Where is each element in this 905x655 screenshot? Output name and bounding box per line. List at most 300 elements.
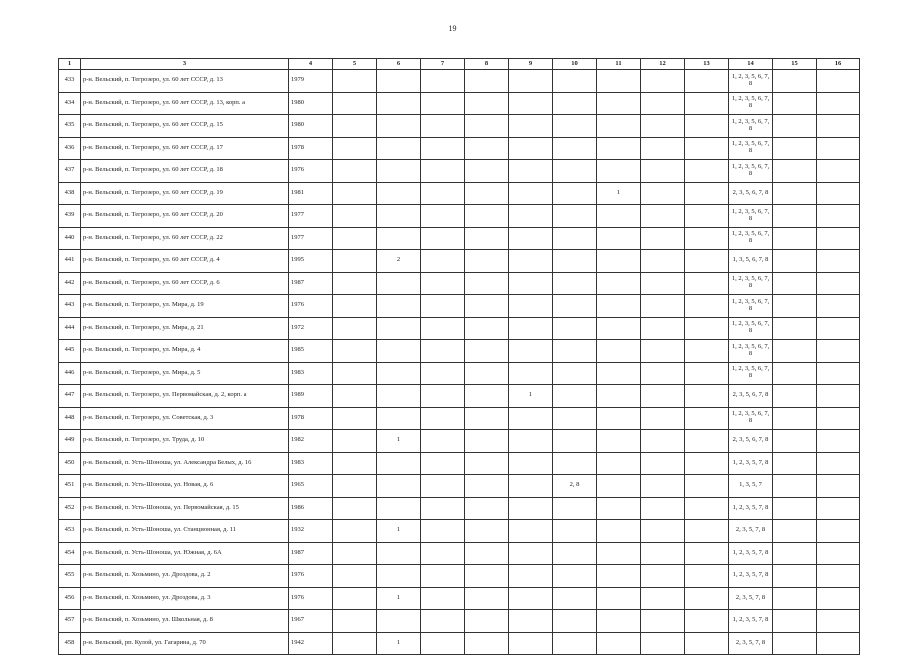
- col-14-cell: 1, 2, 3, 5, 7, 8: [729, 565, 773, 588]
- year-cell: 1972: [289, 317, 333, 340]
- col-9-cell: [509, 272, 553, 295]
- year-cell: 1977: [289, 205, 333, 228]
- col-15-cell: [773, 520, 817, 543]
- col-10-cell: [553, 587, 597, 610]
- year-cell: 1995: [289, 250, 333, 273]
- col-11-cell: [597, 295, 641, 318]
- col-15-cell: [773, 160, 817, 183]
- col-13-cell: [685, 430, 729, 453]
- col-10-cell: [553, 407, 597, 430]
- col-5-cell: [333, 70, 377, 93]
- col-15-cell: [773, 362, 817, 385]
- col-5-cell: [333, 115, 377, 138]
- col-15-cell: [773, 452, 817, 475]
- col-14-cell: 2, 3, 5, 7, 8: [729, 632, 773, 655]
- col-14-cell: 1, 2, 3, 5, 6, 7, 8: [729, 160, 773, 183]
- col-16-cell: [817, 362, 860, 385]
- col-14-cell: 1, 3, 5, 7: [729, 475, 773, 498]
- col-11-cell: [597, 497, 641, 520]
- table-row: [59, 250, 860, 273]
- col-6-cell: [377, 317, 421, 340]
- col-12-cell: [641, 587, 685, 610]
- col-7-cell: [421, 407, 465, 430]
- row-number: 444: [59, 317, 81, 340]
- table-row: [59, 497, 860, 520]
- col-15-cell: [773, 385, 817, 408]
- address-cell: р-н. Вельский, п. Тегрозеро, ул. 60 лет СССР, д. 4: [81, 250, 289, 273]
- col-12-cell: [641, 70, 685, 93]
- address-cell: р-н. Вельский, п. Усть-Шоноша, ул. Первомайская, д. 15: [81, 497, 289, 520]
- col-11-cell: [597, 520, 641, 543]
- col-11-cell: [597, 385, 641, 408]
- col-8-cell: [465, 160, 509, 183]
- address-cell: р-н. Вельский, п. Усть-Шоноша, ул. Станционная, д. 11: [81, 520, 289, 543]
- col-10-cell: [553, 182, 597, 205]
- col-12-cell: [641, 632, 685, 655]
- col-7-cell: [421, 92, 465, 115]
- col-6-cell: 1: [377, 587, 421, 610]
- col-6-cell: [377, 92, 421, 115]
- row-number: 435: [59, 115, 81, 138]
- col-14-cell: 1, 2, 3, 5, 6, 7, 8: [729, 205, 773, 228]
- row-number: 439: [59, 205, 81, 228]
- year-cell: 1976: [289, 295, 333, 318]
- col-9-cell: [509, 160, 553, 183]
- col-5-cell: [333, 317, 377, 340]
- col-6-cell: [377, 542, 421, 565]
- col-9-cell: [509, 497, 553, 520]
- col-6-cell: [377, 475, 421, 498]
- col-8-cell: [465, 385, 509, 408]
- col-5-cell: [333, 520, 377, 543]
- column-header: 1: [59, 59, 81, 70]
- col-15-cell: [773, 407, 817, 430]
- address-cell: р-н. Вельский, п. Тегрозеро, ул. Труда, д. 10: [81, 430, 289, 453]
- row-number: 450: [59, 452, 81, 475]
- col-11-cell: [597, 205, 641, 228]
- col-13-cell: [685, 227, 729, 250]
- col-13-cell: [685, 407, 729, 430]
- row-number: 447: [59, 385, 81, 408]
- col-15-cell: [773, 565, 817, 588]
- col-16-cell: [817, 295, 860, 318]
- address-cell: р-н. Вельский, п. Тегрозеро, ул. Мира, д. 19: [81, 295, 289, 318]
- table-row: [59, 182, 860, 205]
- col-11-cell: [597, 272, 641, 295]
- col-12-cell: [641, 205, 685, 228]
- table-row: [59, 520, 860, 543]
- col-12-cell: [641, 475, 685, 498]
- col-15-cell: [773, 610, 817, 633]
- row-number: 442: [59, 272, 81, 295]
- row-number: 437: [59, 160, 81, 183]
- col-9-cell: 1: [509, 385, 553, 408]
- col-10-cell: [553, 92, 597, 115]
- col-13-cell: [685, 317, 729, 340]
- col-11-cell: [597, 92, 641, 115]
- row-number: 440: [59, 227, 81, 250]
- col-12-cell: [641, 520, 685, 543]
- row-number: 434: [59, 92, 81, 115]
- col-6-cell: [377, 497, 421, 520]
- col-6-cell: [377, 295, 421, 318]
- table-row: [59, 70, 860, 93]
- row-number: 443: [59, 295, 81, 318]
- col-6-cell: 1: [377, 430, 421, 453]
- col-7-cell: [421, 340, 465, 363]
- column-header: 10: [553, 59, 597, 70]
- col-12-cell: [641, 160, 685, 183]
- col-9-cell: [509, 227, 553, 250]
- col-15-cell: [773, 250, 817, 273]
- col-14-cell: 2, 3, 5, 7, 8: [729, 587, 773, 610]
- col-14-cell: 2, 3, 5, 6, 7, 8: [729, 385, 773, 408]
- address-cell: р-н. Вельский, п. Тегрозеро, ул. Первомайская, д. 2, корп. а: [81, 385, 289, 408]
- address-cell: р-н. Вельский, п. Хозьмино, ул. Дроздова, д. 3: [81, 587, 289, 610]
- col-8-cell: [465, 587, 509, 610]
- year-cell: 1983: [289, 362, 333, 385]
- col-5-cell: [333, 475, 377, 498]
- column-header: 12: [641, 59, 685, 70]
- col-15-cell: [773, 227, 817, 250]
- col-8-cell: [465, 137, 509, 160]
- table-row: [59, 475, 860, 498]
- column-header: 3: [81, 59, 289, 70]
- col-14-cell: 2, 3, 5, 6, 7, 8: [729, 430, 773, 453]
- address-cell: р-н. Вельский, п. Тегрозеро, ул. Мира, д. 4: [81, 340, 289, 363]
- col-8-cell: [465, 430, 509, 453]
- col-10-cell: [553, 565, 597, 588]
- col-7-cell: [421, 542, 465, 565]
- col-16-cell: [817, 475, 860, 498]
- col-16-cell: [817, 317, 860, 340]
- col-12-cell: [641, 182, 685, 205]
- col-7-cell: [421, 587, 465, 610]
- row-number: 438: [59, 182, 81, 205]
- col-8-cell: [465, 340, 509, 363]
- col-8-cell: [465, 92, 509, 115]
- table-row: [59, 452, 860, 475]
- col-11-cell: [597, 227, 641, 250]
- col-13-cell: [685, 92, 729, 115]
- col-7-cell: [421, 610, 465, 633]
- row-number: 454: [59, 542, 81, 565]
- header-row: [59, 59, 860, 70]
- col-9-cell: [509, 362, 553, 385]
- col-5-cell: [333, 272, 377, 295]
- col-8-cell: [465, 452, 509, 475]
- col-16-cell: [817, 272, 860, 295]
- col-9-cell: [509, 520, 553, 543]
- row-number: 448: [59, 407, 81, 430]
- column-header: 11: [597, 59, 641, 70]
- col-12-cell: [641, 497, 685, 520]
- col-9-cell: [509, 587, 553, 610]
- col-5-cell: [333, 362, 377, 385]
- col-14-cell: 1, 2, 3, 5, 6, 7, 8: [729, 272, 773, 295]
- col-9-cell: [509, 340, 553, 363]
- col-5-cell: [333, 92, 377, 115]
- column-header: 13: [685, 59, 729, 70]
- col-6-cell: [377, 160, 421, 183]
- col-5-cell: [333, 205, 377, 228]
- col-9-cell: [509, 295, 553, 318]
- col-8-cell: [465, 250, 509, 273]
- year-cell: 1983: [289, 452, 333, 475]
- col-11-cell: 1: [597, 182, 641, 205]
- col-5-cell: [333, 137, 377, 160]
- col-7-cell: [421, 205, 465, 228]
- row-number: 451: [59, 475, 81, 498]
- col-5-cell: [333, 227, 377, 250]
- col-9-cell: [509, 452, 553, 475]
- col-11-cell: [597, 137, 641, 160]
- col-15-cell: [773, 317, 817, 340]
- col-10-cell: [553, 520, 597, 543]
- col-13-cell: [685, 452, 729, 475]
- col-7-cell: [421, 115, 465, 138]
- col-7-cell: [421, 385, 465, 408]
- col-12-cell: [641, 385, 685, 408]
- col-11-cell: [597, 452, 641, 475]
- column-header: 7: [421, 59, 465, 70]
- col-7-cell: [421, 272, 465, 295]
- col-15-cell: [773, 497, 817, 520]
- col-12-cell: [641, 340, 685, 363]
- table-row: [59, 610, 860, 633]
- col-16-cell: [817, 430, 860, 453]
- col-10-cell: [553, 160, 597, 183]
- table-row: [59, 430, 860, 453]
- col-15-cell: [773, 542, 817, 565]
- col-6-cell: [377, 205, 421, 228]
- col-7-cell: [421, 430, 465, 453]
- col-16-cell: [817, 452, 860, 475]
- col-16-cell: [817, 250, 860, 273]
- col-16-cell: [817, 92, 860, 115]
- col-9-cell: [509, 430, 553, 453]
- col-8-cell: [465, 115, 509, 138]
- year-cell: 1979: [289, 70, 333, 93]
- col-7-cell: [421, 227, 465, 250]
- year-cell: 1942: [289, 632, 333, 655]
- col-11-cell: [597, 430, 641, 453]
- col-6-cell: 1: [377, 520, 421, 543]
- year-cell: 1989: [289, 385, 333, 408]
- col-7-cell: [421, 520, 465, 543]
- col-13-cell: [685, 385, 729, 408]
- col-5-cell: [333, 160, 377, 183]
- col-14-cell: 1, 2, 3, 5, 6, 7, 8: [729, 295, 773, 318]
- address-cell: р-н. Вельский, п. Тегрозеро, ул. 60 лет СССР, д. 13, корп. а: [81, 92, 289, 115]
- col-7-cell: [421, 362, 465, 385]
- column-header: 6: [377, 59, 421, 70]
- year-cell: 1978: [289, 407, 333, 430]
- col-11-cell: [597, 317, 641, 340]
- col-6-cell: [377, 137, 421, 160]
- col-11-cell: [597, 115, 641, 138]
- col-9-cell: [509, 407, 553, 430]
- col-10-cell: 2, 8: [553, 475, 597, 498]
- col-7-cell: [421, 295, 465, 318]
- table-row: [59, 160, 860, 183]
- col-16-cell: [817, 542, 860, 565]
- col-16-cell: [817, 497, 860, 520]
- page-number: 19: [448, 24, 457, 33]
- column-header: 16: [817, 59, 860, 70]
- col-13-cell: [685, 475, 729, 498]
- table-row: [59, 407, 860, 430]
- col-8-cell: [465, 317, 509, 340]
- col-6-cell: [377, 227, 421, 250]
- row-number: 458: [59, 632, 81, 655]
- row-number: 433: [59, 70, 81, 93]
- address-cell: р-н. Вельский, п. Тегрозеро, ул. 60 лет СССР, д. 13: [81, 70, 289, 93]
- year-cell: 1978: [289, 137, 333, 160]
- address-cell: р-н. Вельский, п. Тегрозеро, ул. Мира, д. 21: [81, 317, 289, 340]
- col-10-cell: [553, 542, 597, 565]
- row-number: 445: [59, 340, 81, 363]
- table-row: [59, 205, 860, 228]
- data-table: [58, 58, 860, 655]
- col-6-cell: [377, 452, 421, 475]
- col-6-cell: [377, 565, 421, 588]
- col-15-cell: [773, 182, 817, 205]
- col-13-cell: [685, 137, 729, 160]
- col-9-cell: [509, 632, 553, 655]
- col-13-cell: [685, 497, 729, 520]
- address-cell: р-н. Вельский, рп. Кулой, ул. Гагарина, д. 70: [81, 632, 289, 655]
- col-12-cell: [641, 452, 685, 475]
- col-16-cell: [817, 205, 860, 228]
- address-cell: р-н. Вельский, п. Тегрозеро, ул. Советская, д. 3: [81, 407, 289, 430]
- year-cell: 1985: [289, 340, 333, 363]
- year-cell: 1987: [289, 272, 333, 295]
- col-11-cell: [597, 587, 641, 610]
- address-cell: р-н. Вельский, п. Тегрозеро, ул. 60 лет СССР, д. 20: [81, 205, 289, 228]
- col-5-cell: [333, 587, 377, 610]
- col-12-cell: [641, 272, 685, 295]
- col-9-cell: [509, 250, 553, 273]
- col-12-cell: [641, 250, 685, 273]
- col-7-cell: [421, 497, 465, 520]
- year-cell: 1976: [289, 587, 333, 610]
- year-cell: 1980: [289, 115, 333, 138]
- col-12-cell: [641, 610, 685, 633]
- col-6-cell: 2: [377, 250, 421, 273]
- col-5-cell: [333, 632, 377, 655]
- address-cell: р-н. Вельский, п. Тегрозеро, ул. 60 лет СССР, д. 15: [81, 115, 289, 138]
- year-cell: 1980: [289, 92, 333, 115]
- col-14-cell: 1, 2, 3, 5, 6, 7, 8: [729, 227, 773, 250]
- col-8-cell: [465, 362, 509, 385]
- col-16-cell: [817, 160, 860, 183]
- col-13-cell: [685, 160, 729, 183]
- table-row: [59, 632, 860, 655]
- column-header: 4: [289, 59, 333, 70]
- col-10-cell: [553, 272, 597, 295]
- address-cell: р-н. Вельский, п. Хозьмино, ул. Дроздова, д. 2: [81, 565, 289, 588]
- column-header: 14: [729, 59, 773, 70]
- col-6-cell: [377, 340, 421, 363]
- col-11-cell: [597, 475, 641, 498]
- col-13-cell: [685, 362, 729, 385]
- col-12-cell: [641, 137, 685, 160]
- col-13-cell: [685, 565, 729, 588]
- row-number: 441: [59, 250, 81, 273]
- col-15-cell: [773, 475, 817, 498]
- col-16-cell: [817, 610, 860, 633]
- col-16-cell: [817, 340, 860, 363]
- col-5-cell: [333, 340, 377, 363]
- col-16-cell: [817, 407, 860, 430]
- col-11-cell: [597, 160, 641, 183]
- address-cell: р-н. Вельский, п. Тегрозеро, ул. 60 лет СССР, д. 19: [81, 182, 289, 205]
- year-cell: 1932: [289, 520, 333, 543]
- col-15-cell: [773, 632, 817, 655]
- col-9-cell: [509, 115, 553, 138]
- col-14-cell: 1, 2, 3, 5, 7, 8: [729, 452, 773, 475]
- col-5-cell: [333, 407, 377, 430]
- col-8-cell: [465, 475, 509, 498]
- col-11-cell: [597, 610, 641, 633]
- year-cell: 1986: [289, 497, 333, 520]
- col-15-cell: [773, 115, 817, 138]
- col-8-cell: [465, 182, 509, 205]
- col-13-cell: [685, 587, 729, 610]
- col-15-cell: [773, 295, 817, 318]
- col-11-cell: [597, 362, 641, 385]
- col-13-cell: [685, 295, 729, 318]
- col-6-cell: 1: [377, 632, 421, 655]
- col-13-cell: [685, 610, 729, 633]
- address-cell: р-н. Вельский, п. Тегрозеро, ул. 60 лет СССР, д. 17: [81, 137, 289, 160]
- col-6-cell: [377, 407, 421, 430]
- table-row: [59, 385, 860, 408]
- col-11-cell: [597, 407, 641, 430]
- col-7-cell: [421, 182, 465, 205]
- col-5-cell: [333, 565, 377, 588]
- col-14-cell: 2, 3, 5, 7, 8: [729, 520, 773, 543]
- col-9-cell: [509, 610, 553, 633]
- year-cell: 1977: [289, 227, 333, 250]
- col-12-cell: [641, 362, 685, 385]
- col-14-cell: 1, 2, 3, 5, 6, 7, 8: [729, 317, 773, 340]
- col-14-cell: 1, 2, 3, 5, 7, 8: [729, 497, 773, 520]
- row-number: 457: [59, 610, 81, 633]
- col-5-cell: [333, 182, 377, 205]
- col-14-cell: 1, 2, 3, 5, 6, 7, 8: [729, 362, 773, 385]
- col-5-cell: [333, 497, 377, 520]
- col-13-cell: [685, 272, 729, 295]
- col-14-cell: 1, 2, 3, 5, 6, 7, 8: [729, 407, 773, 430]
- col-15-cell: [773, 340, 817, 363]
- col-10-cell: [553, 497, 597, 520]
- row-number: 446: [59, 362, 81, 385]
- row-number: 455: [59, 565, 81, 588]
- year-cell: 1976: [289, 565, 333, 588]
- col-6-cell: [377, 115, 421, 138]
- col-5-cell: [333, 250, 377, 273]
- col-7-cell: [421, 475, 465, 498]
- col-16-cell: [817, 227, 860, 250]
- col-11-cell: [597, 70, 641, 93]
- col-14-cell: 1, 2, 3, 5, 6, 7, 8: [729, 115, 773, 138]
- col-14-cell: 1, 2, 3, 5, 6, 7, 8: [729, 340, 773, 363]
- col-12-cell: [641, 295, 685, 318]
- col-9-cell: [509, 542, 553, 565]
- col-11-cell: [597, 340, 641, 363]
